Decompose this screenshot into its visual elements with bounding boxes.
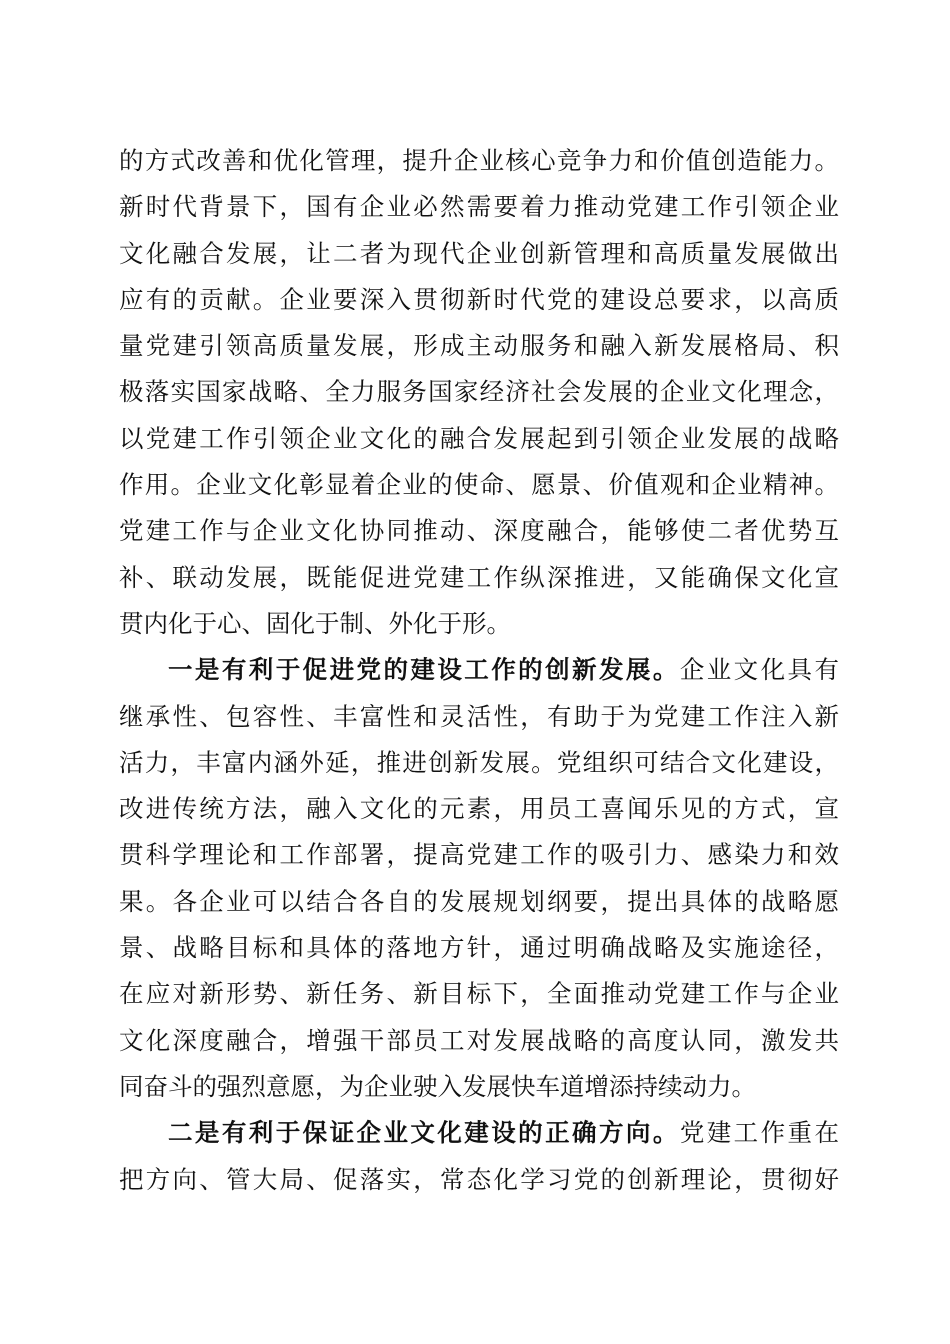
paragraph-2-line-9: 文化深度融合，增强干部员工对发展战略的高度认同，激发共 (119, 1025, 839, 1055)
paragraph-1-line-10: 补、联动发展，既能促进党建工作纵深推进，又能确保文化宣 (119, 562, 839, 592)
paragraph-1-line-7: 以党建工作引领企业文化的融合发展起到引领企业发展的战略 (119, 423, 839, 453)
paragraph-3-line-1 (119, 1110, 839, 1156)
paragraph-3-heading: 二是有利于保证企业文化建设的正确方向。 (168, 1118, 680, 1148)
paragraph-3-first-line-text: 党建工作重在 (679, 1118, 839, 1148)
paragraph-1-line-2: 新时代背景下，国有企业必然需要着力推动党建工作引领企业 (119, 192, 839, 222)
paragraph-2-line-6: 果。各企业可以结合各自的发展规划纲要，提出具体的战略愿 (119, 886, 839, 916)
paragraph-2-line-3: 活力，丰富内涵外延，推进创新发展。党组织可结合文化建设， (119, 747, 839, 777)
paragraph-2-line-4: 改进传统方法，融入文化的元素，用员工喜闻乐见的方式，宣 (119, 794, 839, 824)
paragraph-1-line-6: 极落实国家战略、全力服务国家经济社会发展的企业文化理念， (119, 377, 839, 407)
paragraph-1-line-8: 作用。企业文化彰显着企业的使命、愿景、价值观和企业精神。 (119, 470, 839, 500)
paragraph-2-line-1 (119, 647, 839, 693)
paragraph-3-line-2: 把方向、管大局、促落实，常态化学习党的创新理论，贯彻好 (119, 1164, 839, 1194)
paragraph-2-line-2: 继承性、包容性、丰富性和灵活性，有助于为党建工作注入新 (119, 701, 839, 731)
body-text (119, 138, 839, 1203)
paragraph-2-heading: 一是有利于促进党的建设工作的创新发展。 (168, 655, 680, 685)
paragraph-2-line-7: 景、战略目标和具体的落地方针，通过明确战略及实施途径， (119, 933, 839, 963)
paragraph-1-line-5: 量党建引领高质量发展，形成主动服务和融入新发展格局、积 (119, 331, 839, 361)
paragraph-2-line-8: 在应对新形势、新任务、新目标下，全面推动党建工作与企业 (119, 979, 839, 1009)
paragraph-1-line-11: 贯内化于心、固化于制、外化于形。 (119, 608, 511, 638)
paragraph-2-line-10: 同奋斗的强烈意愿，为企业驶入发展快车道增添持续动力。 (119, 1071, 756, 1101)
paragraph-2-first-line-text: 企业文化具有 (679, 655, 839, 685)
paragraph-1-line-1: 的方式改善和优化管理，提升企业核心竞争力和价值创造能力。 (119, 146, 839, 175)
paragraph-1-line-9: 党建工作与企业文化协同推动、深度融合，能够使二者优势互 (119, 516, 839, 546)
paragraph-2-line-5: 贯科学理论和工作部署，提高党建工作的吸引力、感染力和效 (119, 840, 839, 870)
paragraph-1-line-3: 文化融合发展，让二者为现代企业创新管理和高质量发展做出 (119, 238, 839, 268)
paragraph-1-line-4: 应有的贡献。企业要深入贯彻新时代党的建设总要求，以高质 (119, 284, 839, 314)
